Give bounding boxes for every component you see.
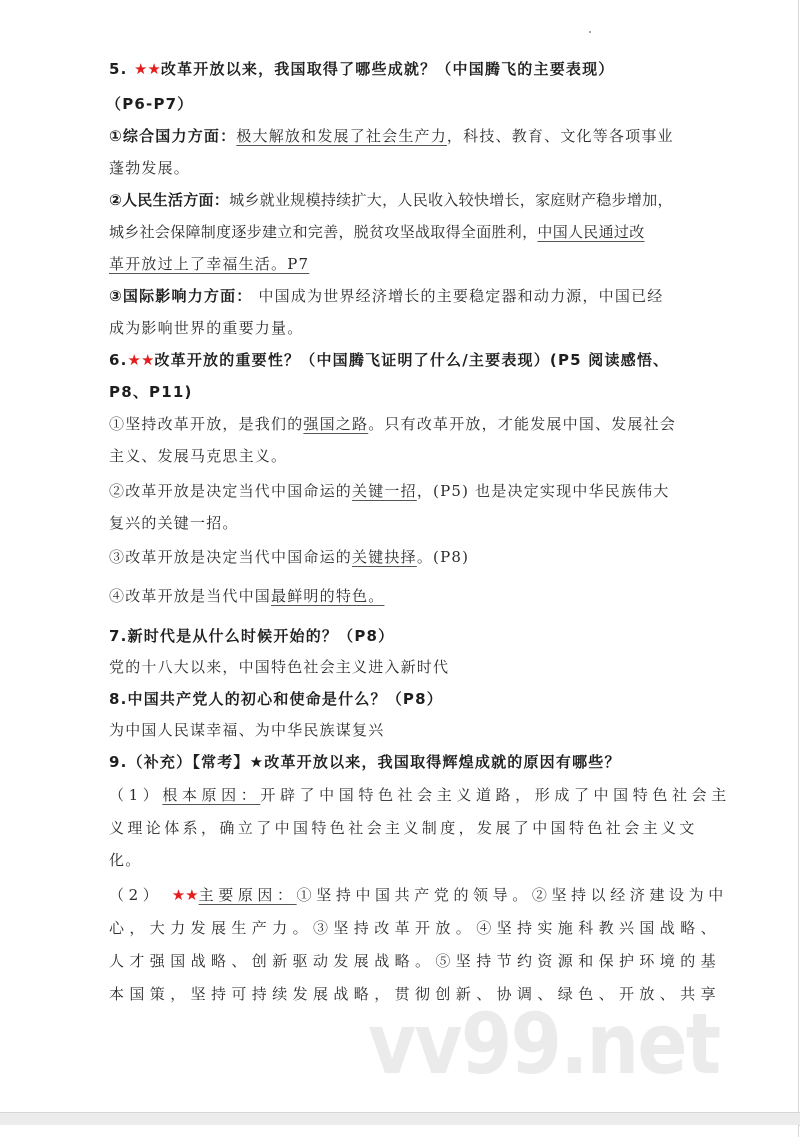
star-icon: ★★ (127, 351, 155, 369)
q9-part1 (109, 784, 731, 806)
q5-number: 5. (109, 60, 128, 78)
watermark: vv99.net (368, 995, 720, 1093)
q9-part1-line2: 义理论体系，确立了中国特色社会主义制度，发展了中国特色社会主义文 (109, 819, 698, 837)
underlined-key-phrase: 极大解放和发展了社会生产力 (236, 127, 447, 145)
next-page-edge (0, 1125, 799, 1137)
q7-answer: 党的十八大以来，中国特色社会主义进入新时代 (109, 658, 450, 676)
underlined-key-phrase: 关键抉择 (352, 548, 417, 566)
q6-pages: P8、P11) (109, 383, 193, 401)
underlined-part-label: 根本原因： (162, 786, 261, 804)
item-text: 开辟了中国特色社会主义道路，形成了中国特色社会主 (260, 786, 731, 804)
q5-item-2 (109, 189, 673, 211)
q5-item-3 (109, 285, 664, 307)
item-text: ，(P5) 也是决定实现中华民族伟大 (416, 482, 670, 500)
item-text: ②改革开放是决定当代中国命运的 (109, 482, 353, 500)
underlined-key-phrase: 强国之路 (303, 415, 369, 433)
q5-item-1 (109, 125, 674, 147)
q9-heading: 9.（补充）【常考】★改革开放以来，我国取得辉煌成就的原因有哪些？ (109, 753, 621, 771)
q6-heading (109, 349, 669, 371)
q6-item-4 (109, 585, 384, 607)
part-number: （2） (109, 886, 163, 904)
item-text: 城乡就业规模持续扩大，人民收入较快增长，家庭财产稳步增加， (229, 191, 673, 209)
item-text: 城乡社会保障制度逐步建立和完善，脱贫攻坚战取得全面胜利， (109, 223, 538, 241)
page-speck (589, 31, 591, 33)
q9-part2-line4: 本国策，坚持可持续发展战略，贯彻创新、协调、绿色、开放、共享 (109, 985, 722, 1003)
item-text: ①坚持中国共产党的领导。②坚持以经济建设为中 (296, 886, 728, 904)
item-text: 中国成为世界经济增长的主要稳定器和动力源，中国已经 (252, 287, 664, 305)
underlined-key-phrase: 关键一招 (352, 482, 417, 500)
star-icon: ★★ (133, 60, 161, 78)
star-icon: ★★ (171, 886, 199, 904)
q6-number: 6. (109, 351, 128, 369)
underlined-key-phrase: 中国人民通过改 (537, 223, 645, 241)
q5-item-2-line3: 革开放过上了幸福生活。P7 (109, 255, 310, 273)
item-text: ①坚持改革开放，是我们的 (109, 415, 304, 433)
q9-part2 (109, 884, 728, 906)
q9-part2-line2: 心，大力发展生产力。③坚持改革开放。④坚持实施科教兴国战略、 (109, 919, 722, 937)
item-text: 。只有改革开放，才能发展中国、发展社会 (368, 415, 677, 433)
q6-item-1-cont: 主义、发展马克思主义。 (109, 447, 288, 465)
item-label: ②人民生活方面： (109, 191, 230, 209)
underlined-part-label: 主要原因： (198, 886, 297, 904)
q5-item-2-line2 (109, 221, 645, 243)
q8-answer: 为中国人民谋幸福、为中华民族谋复兴 (109, 721, 385, 739)
q6-item-3 (109, 546, 469, 568)
q8-heading: 8.中国共产党人的初心和使命是什么？（P8） (109, 690, 443, 708)
q5-item-1-cont: 蓬勃发展。 (109, 159, 191, 177)
q5-heading (109, 58, 615, 80)
item-label: ③国际影响力方面： (109, 287, 253, 305)
q6-item-2-cont: 复兴的关键一招。 (109, 514, 239, 532)
part-number: （1） (109, 786, 163, 804)
q9-part2-line3: 人才强国战略、创新驱动发展战略。⑤坚持节约资源和保护环境的基 (109, 952, 722, 970)
item-text: 。(P8) (416, 548, 470, 566)
item-text: ④改革开放是当代中国 (109, 587, 272, 605)
q9-part1-line3: 化。 (109, 851, 142, 869)
q5-pages: （P6-P7） (106, 95, 194, 113)
q7-heading: 7.新时代是从什么时候开始的？（P8） (109, 627, 395, 645)
item-text: ，科技、教育、文化等各项事业 (446, 127, 674, 145)
item-text: ③改革开放是决定当代中国命运的 (109, 548, 353, 566)
q6-title: 改革开放的重要性？（中国腾飞证明了什么/主要表现）(P5 阅读感悟、 (154, 351, 670, 369)
q6-item-1 (109, 413, 676, 435)
q6-item-2 (109, 480, 670, 502)
q5-item-3-cont: 成为影响世界的重要力量。 (109, 319, 304, 337)
item-label: ①综合国力方面： (109, 127, 237, 145)
page-separator (0, 1112, 800, 1126)
underlined-key-phrase: 最鲜明的特色。 (271, 587, 385, 605)
q5-title: 改革开放以来，我国取得了哪些成就？（中国腾飞的主要表现） (160, 60, 615, 78)
